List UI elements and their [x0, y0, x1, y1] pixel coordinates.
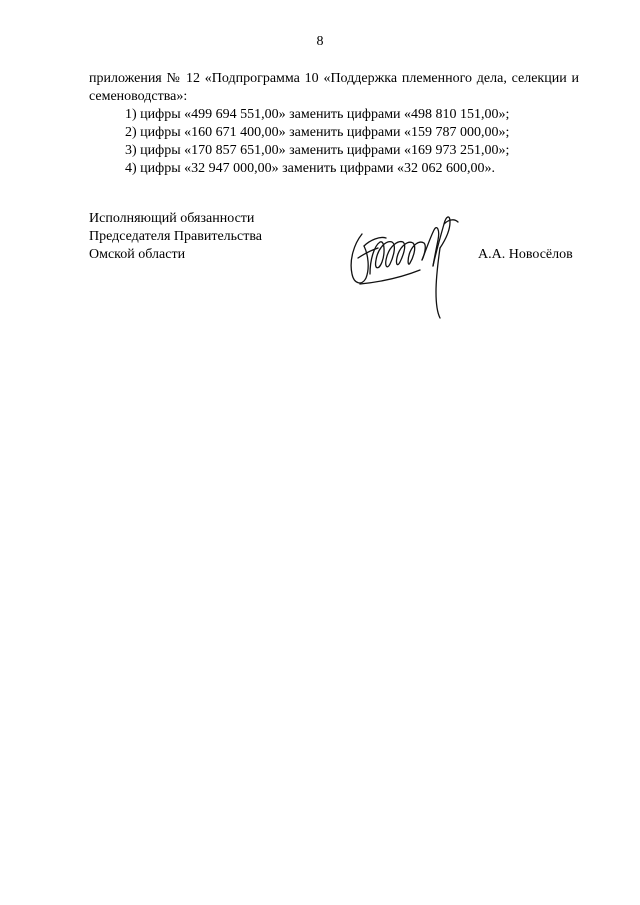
- document-body: [89, 70, 579, 178]
- intro-paragraph: приложения № 12 «Подпрограмма 10 «Поддержка племенного дела, селекции и семеноводства»:: [89, 71, 579, 104]
- signatory-title: [89, 210, 262, 264]
- signatory-title-line: Исполняющий обязанности: [89, 211, 255, 226]
- list-item: 1) цифры «499 694 551,00» заменить цифрами «498 810 151,00»;: [125, 107, 510, 122]
- signer-name: А.А. Новосёлов: [478, 247, 573, 262]
- page-number: 8: [316, 34, 324, 49]
- list-item: 2) цифры «160 671 400,00» заменить цифрами «159 787 000,00»;: [125, 125, 510, 140]
- handwritten-signature: [340, 200, 470, 325]
- signatory-title-line: Председателя Правительства: [89, 229, 263, 244]
- list-item: 3) цифры «170 857 651,00» заменить цифрами «169 973 251,00»;: [125, 143, 510, 158]
- signatory-title-line: Омской области: [89, 247, 186, 262]
- list-item: 4) цифры «32 947 000,00» заменить цифрами «32 062 600,00».: [125, 161, 496, 176]
